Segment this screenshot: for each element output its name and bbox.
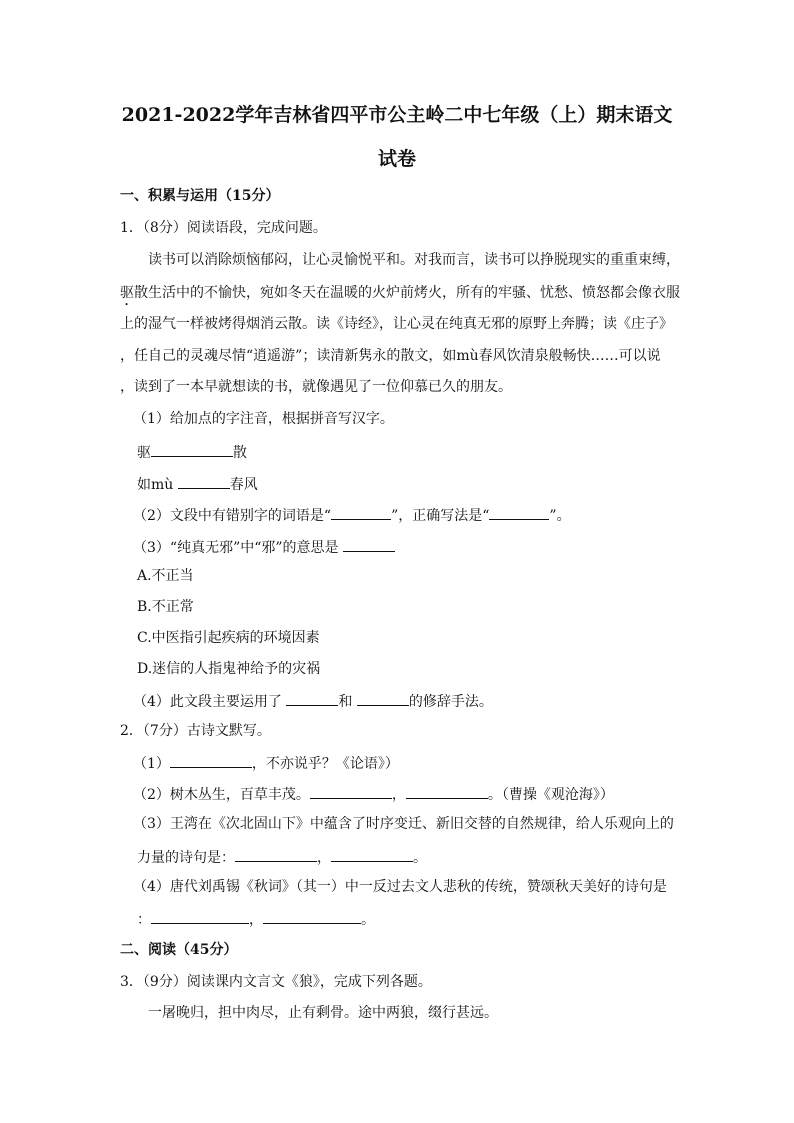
correct-word-blank[interactable] xyxy=(489,507,549,520)
page-title: 2021-2022学年吉林省四平市公主岭二中七年级（上）期末语文 xyxy=(121,104,673,126)
q2-sub4-line2 xyxy=(137,911,375,927)
q2-sub2-text: ， xyxy=(391,787,406,803)
q2-sub4-text: 。 xyxy=(361,912,375,928)
q1-sub4-text: 的修辞手法。 xyxy=(408,694,493,710)
option-b[interactable]: B.不正常 xyxy=(137,599,194,615)
passage-text: 散生活中的不愉快，宛如冬天在温暖的火炉前烤火，所有的牢骚、忧愁、愤怒都会像衣服 xyxy=(134,285,680,301)
q2-sub2-text: 。（曹操《观沧海》） xyxy=(487,787,614,803)
q1-sub2 xyxy=(133,507,571,523)
option-d[interactable]: D.迷信的人指鬼神给予的灾祸 xyxy=(137,661,321,677)
q2-sub4-line1: （4）唐代刘禹锡《秋词》（其一）中一反过去文人悲秋的传统，赞颂秋天美好的诗句是 xyxy=(133,879,667,895)
meaning-blank[interactable] xyxy=(343,539,395,552)
q2-sub3-text: ， xyxy=(317,850,331,866)
q2-sub3-line2 xyxy=(137,849,427,865)
question-2-stem: 2．（7分）古诗文默写。 xyxy=(120,723,271,739)
rhetoric-blank-1[interactable] xyxy=(286,693,338,706)
q1-sub2-text: （2）文段中有错别字的词语是“ xyxy=(133,508,332,524)
hanzi-word-pre: 如mù xyxy=(137,477,178,493)
recite-blank[interactable] xyxy=(235,849,317,862)
pinyin-word-pre: 驱 xyxy=(137,445,151,461)
classical-text: 一屠晚归，担中肉尽，止有剩骨。途中两狼，缀行甚远。 xyxy=(148,1005,498,1021)
q2-sub1-text: （1） xyxy=(133,756,170,772)
q1-sub1: （1）给加点的字注音，根据拼音写汉字。 xyxy=(133,411,394,427)
hanzi-word-post: 春风 xyxy=(229,477,258,493)
recite-blank[interactable] xyxy=(310,786,392,799)
recite-blank[interactable] xyxy=(406,786,488,799)
q2-sub3-text: 力量的诗句是： xyxy=(137,850,235,866)
q1-sub4-text: （4）此文段主要运用了 xyxy=(133,694,282,710)
recite-blank[interactable] xyxy=(263,911,361,924)
passage-line: 上的湿气一样被烤得烟消云散。读《诗经》，让心灵在纯真无邪的原野上奔腾；读《庄子》 xyxy=(120,316,673,332)
wrong-word-blank[interactable] xyxy=(331,507,391,520)
q1-sub4 xyxy=(133,693,493,709)
q1-sub1-item-b xyxy=(137,476,258,492)
q1-sub2-text: ”。 xyxy=(549,508,571,524)
pinyin-blank[interactable] xyxy=(151,444,233,457)
page-title-continued: 试卷 xyxy=(377,148,416,170)
hanzi-blank[interactable] xyxy=(178,476,230,489)
q2-sub1-text: ，不亦说乎？《论语》） xyxy=(251,756,399,772)
q1-sub1-item-a xyxy=(137,444,247,460)
section-heading-accumulation: 一、积累与运用（15分） xyxy=(120,188,280,204)
rhetoric-blank-2[interactable] xyxy=(357,693,409,706)
pinyin-word-post: 散 xyxy=(233,445,247,461)
question-3-stem: 3．（9分）阅读课内文言文《狼》，完成下列各题。 xyxy=(120,974,432,990)
q2-sub1 xyxy=(133,755,399,771)
q1-sub2-text: ”，正确写法是“ xyxy=(391,508,490,524)
question-1-stem: 1．（8分）阅读语段，完成问题。 xyxy=(120,220,327,236)
recite-blank[interactable] xyxy=(170,755,252,768)
passage-line: 读书可以消除烦恼郁闷，让心灵愉悦平和。对我而言，读书可以挣脱现实的重重束缚， xyxy=(148,252,680,268)
q2-sub3-text: 。 xyxy=(413,850,427,866)
q1-sub4-text: 和 xyxy=(338,694,353,710)
passage-line: ，任自己的灵魂尽情“逍遥游”；读清新隽永的散文，如mù春风饮清泉般畅快……可以说 xyxy=(120,348,661,364)
q2-sub2-text: （2）树木丛生，百草丰茂。 xyxy=(133,787,310,803)
passage-line: ，读到了一本早就想读的书，就像遇见了一位仰慕已久的朋友。 xyxy=(120,379,512,395)
option-c[interactable]: C.中医指引起疾病的环境因素 xyxy=(137,630,320,646)
passage-line xyxy=(120,285,680,309)
q2-sub4-text: ： xyxy=(137,912,151,928)
q2-sub3-line1: （3）王湾在《次北固山下》中蕴含了时序变迁、新旧交替的自然规律，给人乐观向上的 xyxy=(133,816,674,832)
section-heading-reading: 二、阅读（45分） xyxy=(120,942,238,958)
recite-blank[interactable] xyxy=(151,911,249,924)
q2-sub2 xyxy=(133,786,614,802)
dotted-char: 驱 xyxy=(120,285,134,301)
option-a[interactable]: A.不正当 xyxy=(137,568,194,584)
q2-sub4-text: ， xyxy=(249,912,263,928)
recite-blank[interactable] xyxy=(331,849,413,862)
q1-sub3-text: （3）“纯真无邪”中“邪”的意思是 xyxy=(133,540,339,556)
q1-sub3 xyxy=(133,539,395,555)
